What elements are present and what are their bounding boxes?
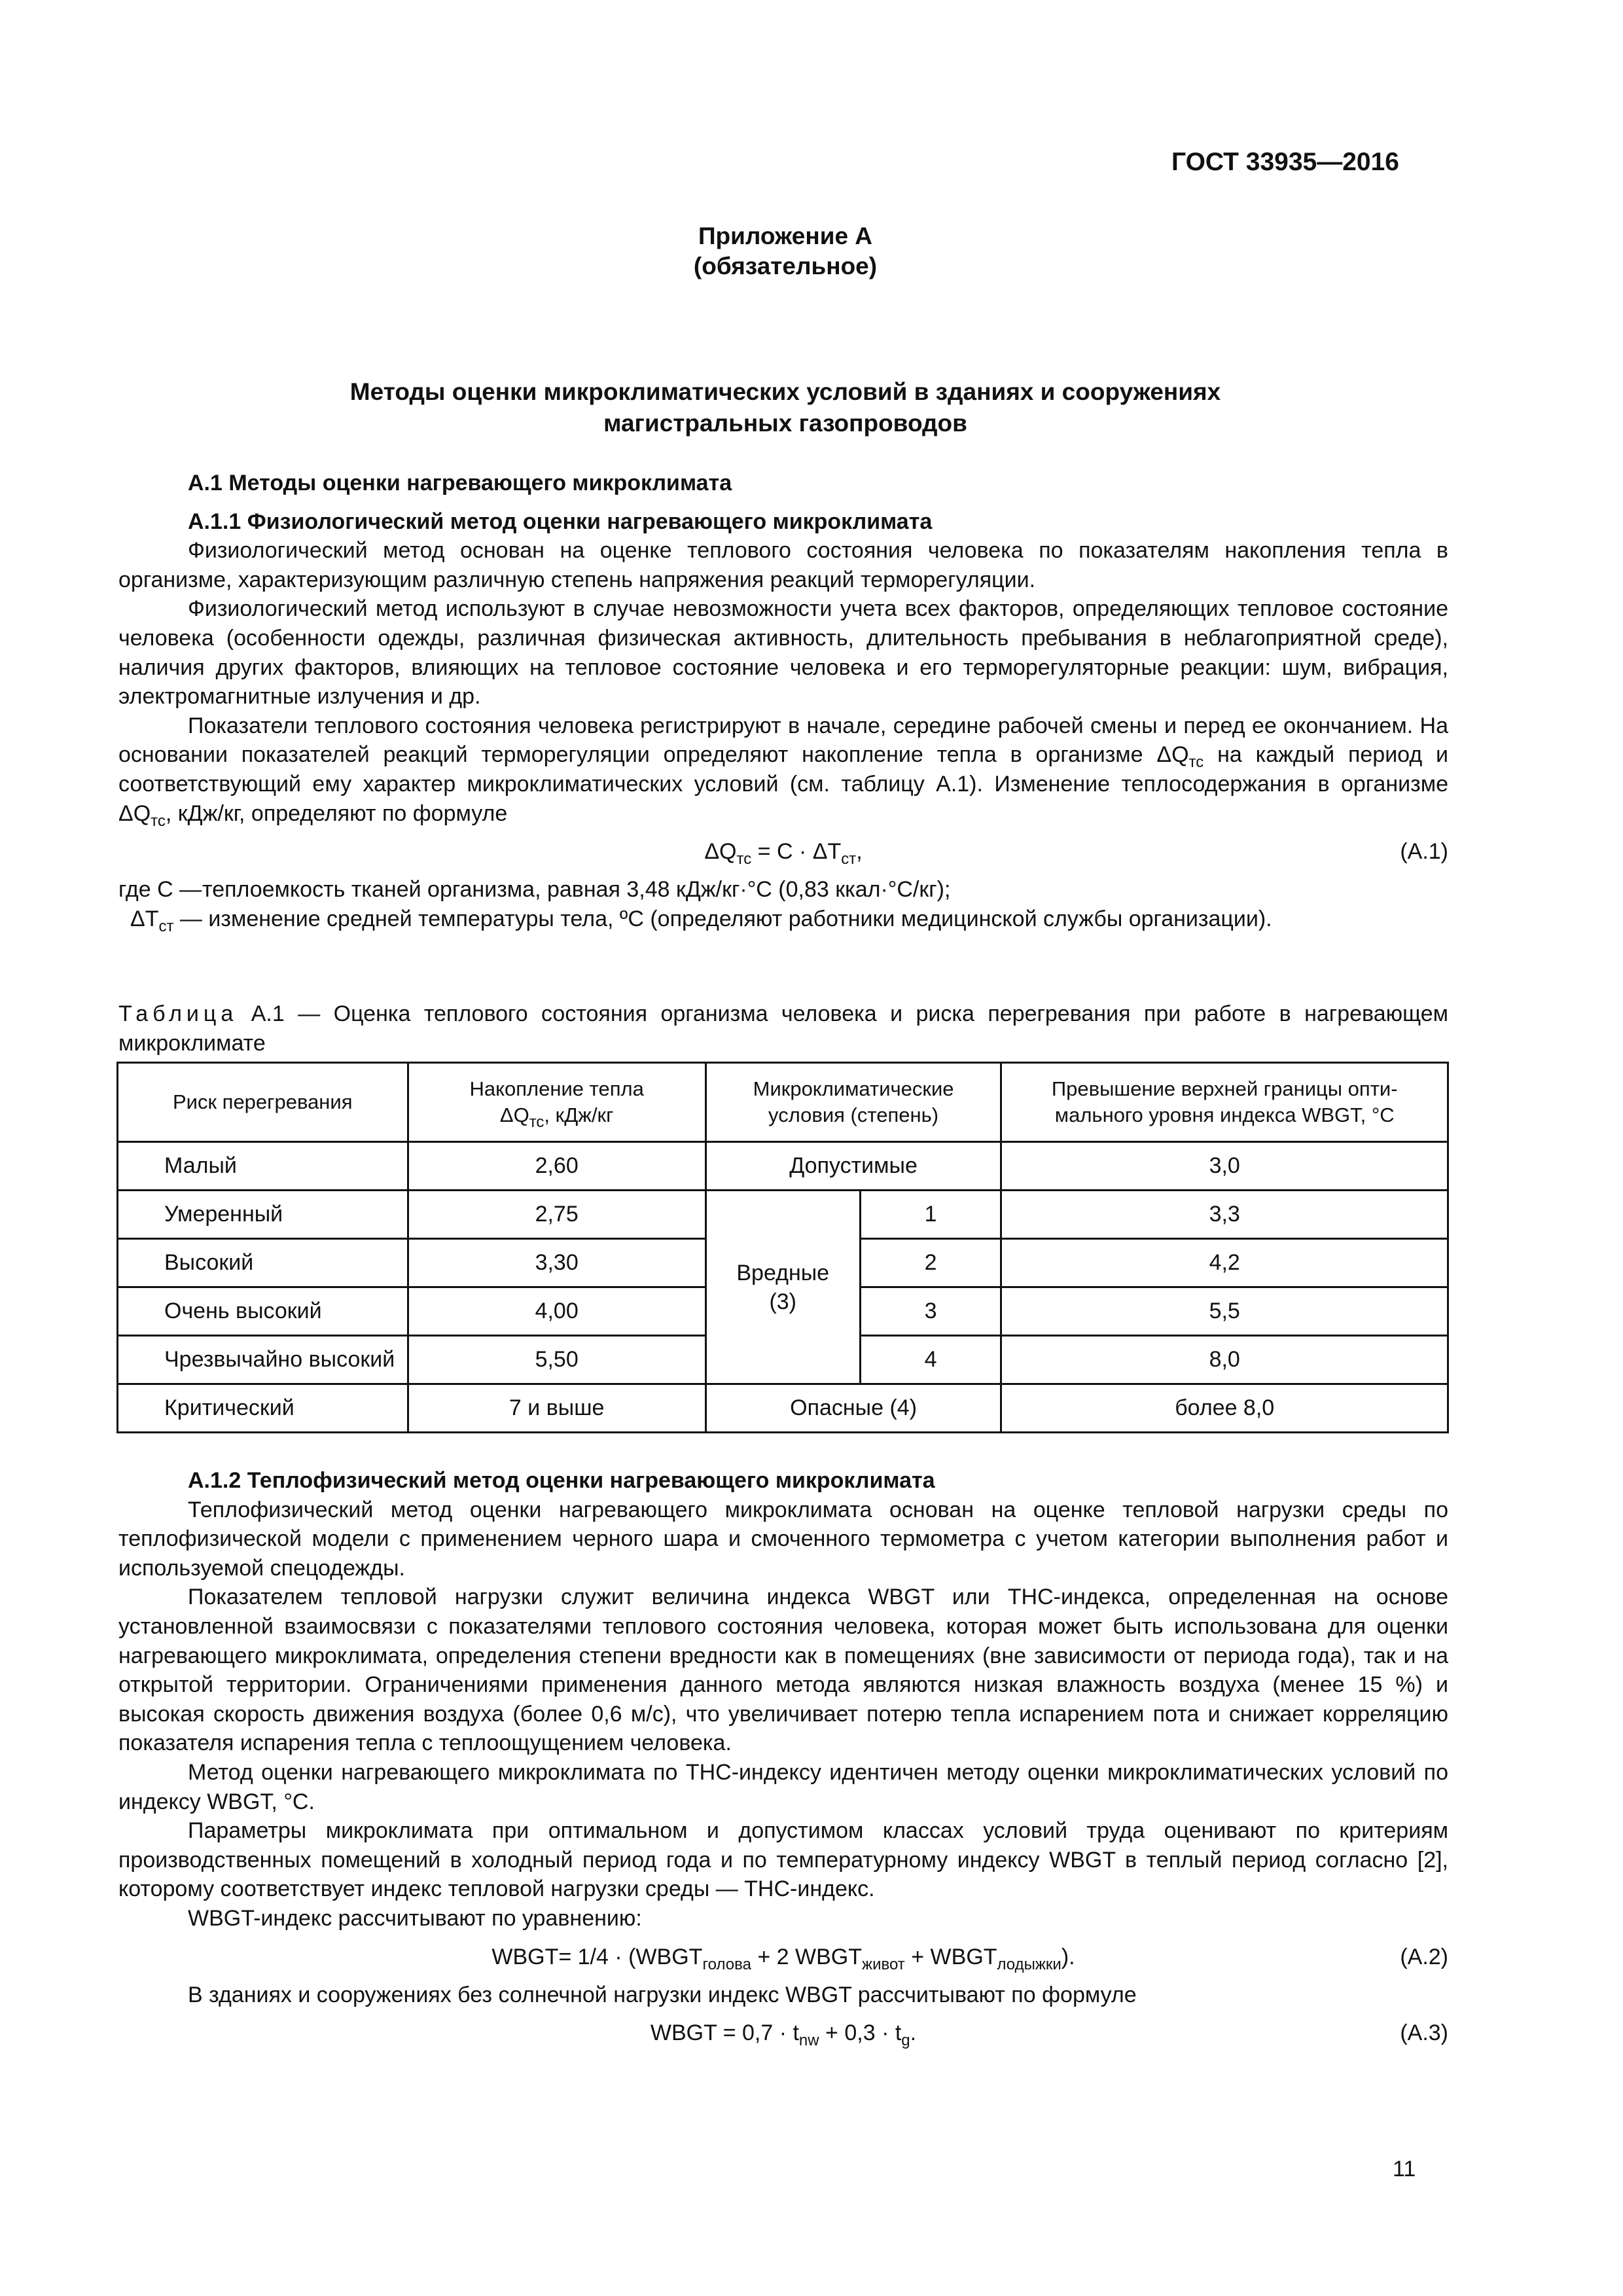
cell-risk: Чрезвычайно высокий bbox=[118, 1336, 408, 1384]
cell-excess: 3,3 bbox=[1001, 1191, 1448, 1239]
annex-title: Приложение А bbox=[698, 223, 873, 249]
header-text: Превышение верхней границы опти- bbox=[1051, 1077, 1398, 1100]
header-conditions bbox=[705, 1063, 1001, 1142]
paragraph: Физиологический метод используют в случае невозможности учета всех факторов, определяющих тепловое состояние человека (особенности одежды, различная физическая активность, длительность пребывания в неблагоприятной среде), наличия других факторов, влияющих на тепловое состояние человека и его терморегуляторные реакции: шум, вибрация, электромагнитные излучения и др. bbox=[118, 596, 1448, 709]
header-text: Микроклиматические bbox=[753, 1077, 954, 1100]
cell-degree: 4 bbox=[860, 1336, 1001, 1384]
risk-table bbox=[116, 1062, 1449, 1433]
paragraph: WBGT-индекс рассчитывают по уравнению: bbox=[188, 1905, 642, 1931]
paragraph-text: на каждый период и соответствующий ему характер микроклиматических условий (см. таблицу А.1). Изменение теплосодержания в организме ΔQ bbox=[118, 742, 1448, 826]
section-a12-heading: А.1.2 Теплофизический метод оценки нагревающего микроклимата bbox=[188, 1468, 935, 1493]
harmful-degree: (3) bbox=[769, 1289, 796, 1314]
cell-heat: 5,50 bbox=[408, 1336, 705, 1384]
cell-risk: Очень высокий bbox=[118, 1287, 408, 1336]
subscript: тс bbox=[1188, 753, 1204, 772]
subscript: тс bbox=[529, 1113, 544, 1131]
formula-part: . bbox=[910, 2020, 917, 2046]
paragraph-text: , кДж/кг, определяют по формуле bbox=[165, 800, 508, 826]
table-caption-text: А.1 — Оценка теплового состояния организма человека и риска перегревания при работе в нагревающем микроклимате bbox=[118, 1001, 1448, 1056]
subscript: тс bbox=[151, 812, 166, 830]
where-line bbox=[118, 875, 1448, 905]
header-risk: Риск перегревания bbox=[118, 1063, 408, 1142]
subscript: голова bbox=[702, 1955, 751, 1973]
section-a12 bbox=[118, 1466, 1448, 2056]
subscript: ст bbox=[841, 850, 857, 869]
section-a1-heading: А.1 Методы оценки нагревающего микроклимата bbox=[188, 471, 732, 495]
formula-expression bbox=[118, 2018, 1448, 2048]
subscript: nw bbox=[798, 2032, 819, 2050]
symbol-text: ΔT bbox=[130, 906, 159, 931]
where-text: — изменение средней температуры тела, ºС (определяют работники медицинской службы организации). bbox=[173, 906, 1272, 931]
annex-status: (обязательное) bbox=[693, 253, 878, 279]
formula-number: (А.2) bbox=[1400, 1944, 1448, 1969]
subscript: живот bbox=[862, 1955, 905, 1973]
where-symbol: где C — bbox=[118, 877, 202, 903]
cell-excess: 4,2 bbox=[1001, 1239, 1448, 1287]
table-row bbox=[118, 1191, 1448, 1239]
table-row bbox=[118, 1142, 1448, 1191]
formula-part: WBGT= 1/4 · (WBGT bbox=[491, 1944, 703, 1969]
document-title-line2: магистральных газопроводов bbox=[603, 410, 967, 437]
formula-number: (А.3) bbox=[1400, 2020, 1448, 2046]
formula-part: + WBGT bbox=[904, 1944, 997, 1969]
section-a1 bbox=[118, 469, 1448, 933]
subscript: тс bbox=[736, 850, 752, 869]
cell-harmful bbox=[705, 1191, 860, 1384]
cell-conditions: Опасные (4) bbox=[705, 1384, 1001, 1433]
formula-expression bbox=[118, 837, 1448, 867]
cell-heat: 2,75 bbox=[408, 1191, 705, 1239]
paragraph: Физиологический метод основан на оценке теплового состояния человека по показателям накопления тепла в организме, характеризующим различную степень напряжения реакций терморегуляции. bbox=[118, 538, 1448, 592]
header-text: условия (степень) bbox=[768, 1103, 939, 1126]
formula-a1 bbox=[118, 832, 1448, 870]
where-line bbox=[118, 905, 1448, 934]
paragraph bbox=[118, 711, 1448, 828]
subscript: g bbox=[901, 2032, 910, 2050]
table-caption-label: Таблица bbox=[118, 1001, 238, 1026]
formula-part: , bbox=[856, 839, 863, 865]
header-text: ΔQ bbox=[499, 1103, 529, 1126]
subscript: ст bbox=[158, 917, 174, 935]
cell-excess: 8,0 bbox=[1001, 1336, 1448, 1384]
table-caption bbox=[118, 999, 1448, 1058]
header-text: , кДж/кг bbox=[544, 1103, 614, 1126]
paragraph: В зданиях и сооружениях без солнечной нагрузки индекс WBGT рассчитывают по формуле bbox=[188, 1982, 1137, 2007]
section-a11-heading: А.1.1 Физиологический метод оценки нагревающего микроклимата bbox=[188, 509, 933, 534]
page-number: 11 bbox=[1393, 2157, 1416, 2181]
formula-a2 bbox=[118, 1937, 1448, 1975]
cell-conditions: Допустимые bbox=[705, 1142, 1001, 1191]
cell-excess: 5,5 bbox=[1001, 1287, 1448, 1336]
table-row bbox=[118, 1384, 1448, 1433]
formula-part: WBGT = 0,7 · t bbox=[650, 2020, 799, 2046]
cell-risk: Критический bbox=[118, 1384, 408, 1433]
document-title bbox=[196, 376, 1374, 439]
where-text: теплоемкость тканей организма, равная 3,48 кДж/кг·°С (0,83 ккал·°С/кг); bbox=[202, 877, 951, 903]
paragraph: Показателем тепловой нагрузки служит величина индекса WBGT или ТНС-индекса, определенная на основе установленной взаимосвязи с показателями теплового состояния человека, которая может быть использована для оценки нагревающего микроклимата, определения степени вредности как в помещениях (вне зависимости от периода года), так и на открытой территории. Ограничениями применения данного метода являются низкая влажность воздуха (менее 15 %) и высокая скорость движения воздуха (более 0,6 м/с), что увеличивает потерю тепла испарением пота и снижает корреляцию показателя испарения тепла с теплоощущением человека. bbox=[118, 1585, 1448, 1756]
header-text: мального уровня индекса WBGT, °С bbox=[1054, 1103, 1395, 1126]
table-header-row bbox=[118, 1063, 1448, 1142]
paragraph: Параметры микроклимата при оптимальном и допустимом классах условий труда оценивают по критериям производственных помещений в холодный период года и по температурному индексу WBGT в теплый период согласно [2], которому соответствует индекс тепловой нагрузки среды — ТНС-индекс. bbox=[118, 1818, 1448, 1902]
formula-part: + 2 WBGT bbox=[751, 1944, 863, 1969]
formula-part: ). bbox=[1061, 1944, 1075, 1969]
header-heat bbox=[408, 1063, 705, 1142]
cell-heat: 3,30 bbox=[408, 1239, 705, 1287]
cell-degree: 3 bbox=[860, 1287, 1001, 1336]
cell-risk: Малый bbox=[118, 1142, 408, 1191]
header-excess bbox=[1001, 1063, 1448, 1142]
cell-degree: 1 bbox=[860, 1191, 1001, 1239]
formula-part: ΔQ bbox=[704, 839, 737, 865]
formula-a3 bbox=[118, 2013, 1448, 2051]
where-symbol bbox=[130, 905, 1272, 934]
cell-excess: 3,0 bbox=[1001, 1142, 1448, 1191]
formula-part: + 0,3 · t bbox=[819, 2020, 902, 2046]
cell-excess: более 8,0 bbox=[1001, 1384, 1448, 1433]
paragraph: Теплофизический метод оценки нагревающего микроклимата основан на оценке тепловой нагрузки среды по теплофизической модели с применением черного шара и смоченного термометра с учетом категории выполнения работ и используемой спецодежды. bbox=[118, 1497, 1448, 1581]
cell-heat: 2,60 bbox=[408, 1142, 705, 1191]
cell-risk: Умеренный bbox=[118, 1191, 408, 1239]
formula-part: = C · ΔT bbox=[751, 839, 842, 865]
standard-number: ГОСТ 33935—2016 bbox=[1171, 148, 1399, 176]
header-text: Накопление тепла bbox=[469, 1077, 644, 1100]
cell-heat: 7 и выше bbox=[408, 1384, 705, 1433]
subscript: лодыжки bbox=[997, 1955, 1061, 1973]
formula-expression bbox=[118, 1943, 1448, 1972]
paragraph: Метод оценки нагревающего микроклимата по ТНС-индексу идентичен методу оценки микроклиматических условий по индексу WBGT, °С. bbox=[118, 1759, 1448, 1814]
document-title-line1: Методы оценки микроклиматических условий в зданиях и сооружениях bbox=[349, 378, 1221, 405]
cell-degree: 2 bbox=[860, 1239, 1001, 1287]
cell-risk: Высокий bbox=[118, 1239, 408, 1287]
harmful-label: Вредные bbox=[736, 1260, 830, 1285]
paragraph-text: Показатели теплового состояния человека регистрируют в начале, середине рабочей смены и перед ее окончанием. На основании показателей реакций терморегуляции определяют накопление тепла в организме ΔQ bbox=[118, 713, 1448, 768]
formula-number: (А.1) bbox=[1400, 839, 1448, 865]
annex-heading bbox=[0, 221, 1571, 281]
cell-heat: 4,00 bbox=[408, 1287, 705, 1336]
